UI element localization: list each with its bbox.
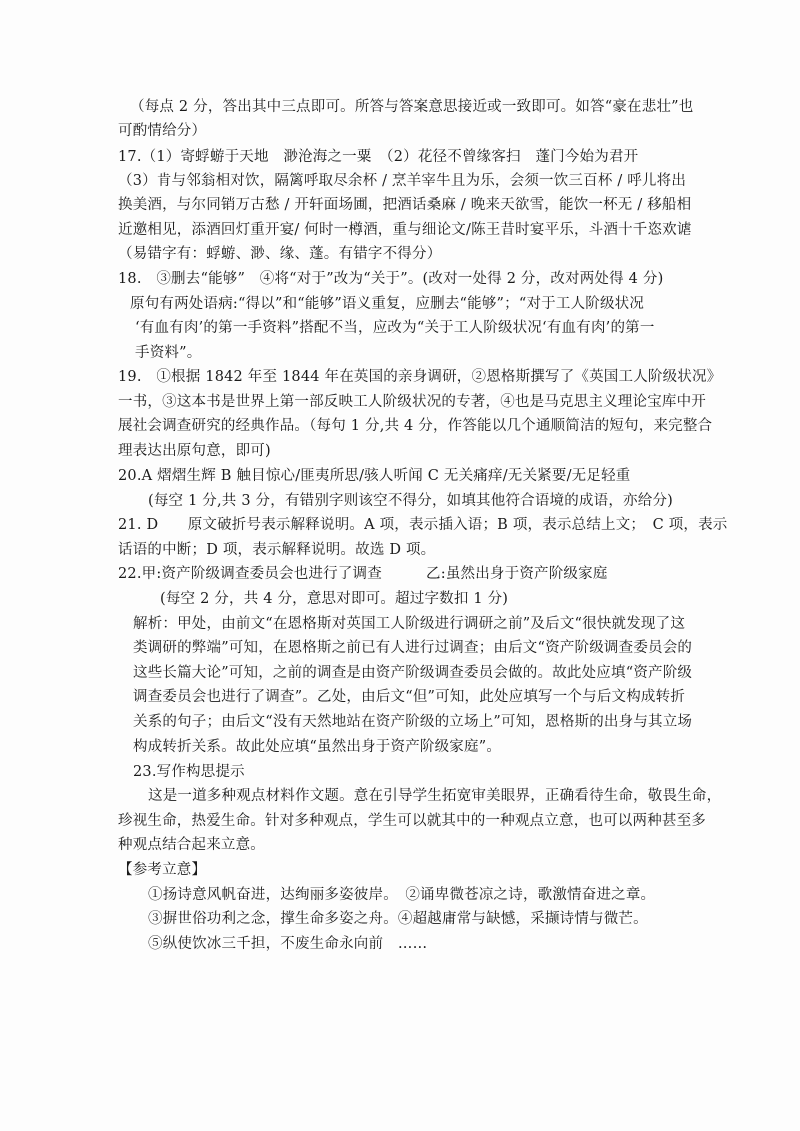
text-line: 可酌情给分） bbox=[118, 123, 207, 139]
text-line: 17.（1）寄蜉蝣于天地 渺沧海之一粟 （2）花径不曾缘客扫 蓬门今始为君开 bbox=[118, 149, 639, 165]
text-line: 展社会调查研究的经典作品。（每句 1 分,共 4 分，作答能以几个通顺简洁的短句，来完整合 bbox=[118, 418, 713, 434]
text-line: ⑤纵使饮冰三千担，不废生命永向前 …… bbox=[148, 936, 428, 952]
text-line: 21. D 原文破折号表示解释说明。A 项，表示插入语；B 项，表示总结上文； C 项，表示 bbox=[118, 517, 728, 533]
text-line: 这些长篇大论”可知，之前的调查是由资产阶级调查委员会做的。故此处应填“资产阶级 bbox=[133, 665, 693, 681]
text-line: 这是一道多种观点材料作文题。意在引导学生拓宽审美眼界，正确看待生命，敬畏生命， bbox=[148, 788, 722, 804]
text-line: 关系的句子；由后文“没有天然地站在资产阶级的立场上”可知，恩格斯的出身与其立场 bbox=[133, 714, 693, 730]
text-line: 19. ①根据 1842 年至 1844 年在英国的亲身调研，②恩格斯撰写了《英国工人阶级状况》 bbox=[118, 369, 722, 385]
text-line: ③摒世俗功利之念，撑生命多姿之舟。④超越庸常与缺憾，采撷诗情与微芒。 bbox=[148, 911, 648, 927]
text-line: 原句有两处语病:“得以”和“能够”语义重复，应删去“能够”；“对于工人阶级状况 bbox=[130, 296, 645, 312]
text-line: (每空 1 分,共 3 分，有错别字则该空不得分，如填其他符合语境的成语，亦给分) bbox=[148, 493, 674, 509]
text-line: 换美酒，与尔同销万古愁 / 开轩面场圃，把酒话桑麻 / 晚来天欲雪，能饮一杯无 / 移船相 bbox=[118, 197, 692, 213]
text-line: 22.甲:资产阶级调查委员会也进行了调查 乙:虽然出身于资产阶级家庭 bbox=[118, 566, 608, 582]
text-line: 23.写作构思提示 bbox=[133, 764, 245, 780]
text-line: 种观点结合起来立意。 bbox=[118, 837, 265, 853]
text-line: 理表达出原句意，即可) bbox=[118, 443, 271, 459]
text-line: 话语的中断；D 项，表示解释说明。故选 D 项。 bbox=[118, 542, 436, 558]
text-line: （易错字有：蜉蝣、渺、缘、蓬。有错字不得分） bbox=[118, 246, 442, 262]
text-line: 珍视生命，热爱生命。针对多种观点，学生可以就其中的一种观点立意，也可以两种甚至多 bbox=[118, 813, 706, 829]
text-line: 解析：甲处，由前文“在恩格斯对英国工人阶级进行调研之前”及后文“很快就发现了这 bbox=[133, 616, 686, 632]
text-line: 20.A 熠熠生辉 B 触目惊心/匪夷所思/骇人听闻 C 无关痛痒/无关紧要/无足轻重 bbox=[118, 468, 631, 484]
text-line: 构成转折关系。故此处应填“虽然出身于资产阶级家庭”。 bbox=[133, 739, 502, 755]
text-line: 类调研的弊端”可知，在恩格斯之前已有人进行过调查；由后文“资产阶级调查委员会的 bbox=[133, 640, 693, 656]
text-line: ‘有血有肉’的第一手资料”搭配不当，应改为“关于工人阶级状况‘有血有肉’的第一 bbox=[135, 320, 655, 336]
text-line: 调查委员会也进行了调查”。乙处，由后文“但”可知，此处应填写一个与后文构成转折 bbox=[133, 689, 686, 705]
text-line: （每点 2 分，答出其中三点即可。所答与答案意思接近或一致即可。如答“豪在悲壮”也 bbox=[130, 99, 694, 115]
section-heading: 【参考立意】 bbox=[118, 862, 207, 878]
text-line: 近邀相见，添酒回灯重开宴/ 何时一樽酒，重与细论文/陈王昔时宴平乐，斗酒十千恣欢谑 bbox=[118, 222, 692, 238]
text-line: 18. ③删去“能够” ④将“对于”改为“关于”。(改对一处得 2 分，改对两处得 4 分) bbox=[118, 271, 664, 287]
text-line: ①扬诗意风帆奋进，达绚丽多姿彼岸。 ②诵卑微苍凉之诗，歌激情奋进之章。 bbox=[148, 887, 656, 903]
text-line: 一书，③这本书是世界上第一部反映工人阶级状况的专著，④也是马克思主义理论宝库中开 bbox=[118, 394, 706, 410]
text-line: (每空 2 分，共 4 分，意思对即可。超过字数扣 1 分) bbox=[160, 591, 509, 607]
text-line: （3）肯与邻翁相对饮，隔篱呼取尽余杯 / 烹羊宰牛且为乐，会须一饮三百杯 / 呼儿将出 bbox=[118, 173, 687, 189]
text-line: 手资料”。 bbox=[135, 345, 202, 361]
